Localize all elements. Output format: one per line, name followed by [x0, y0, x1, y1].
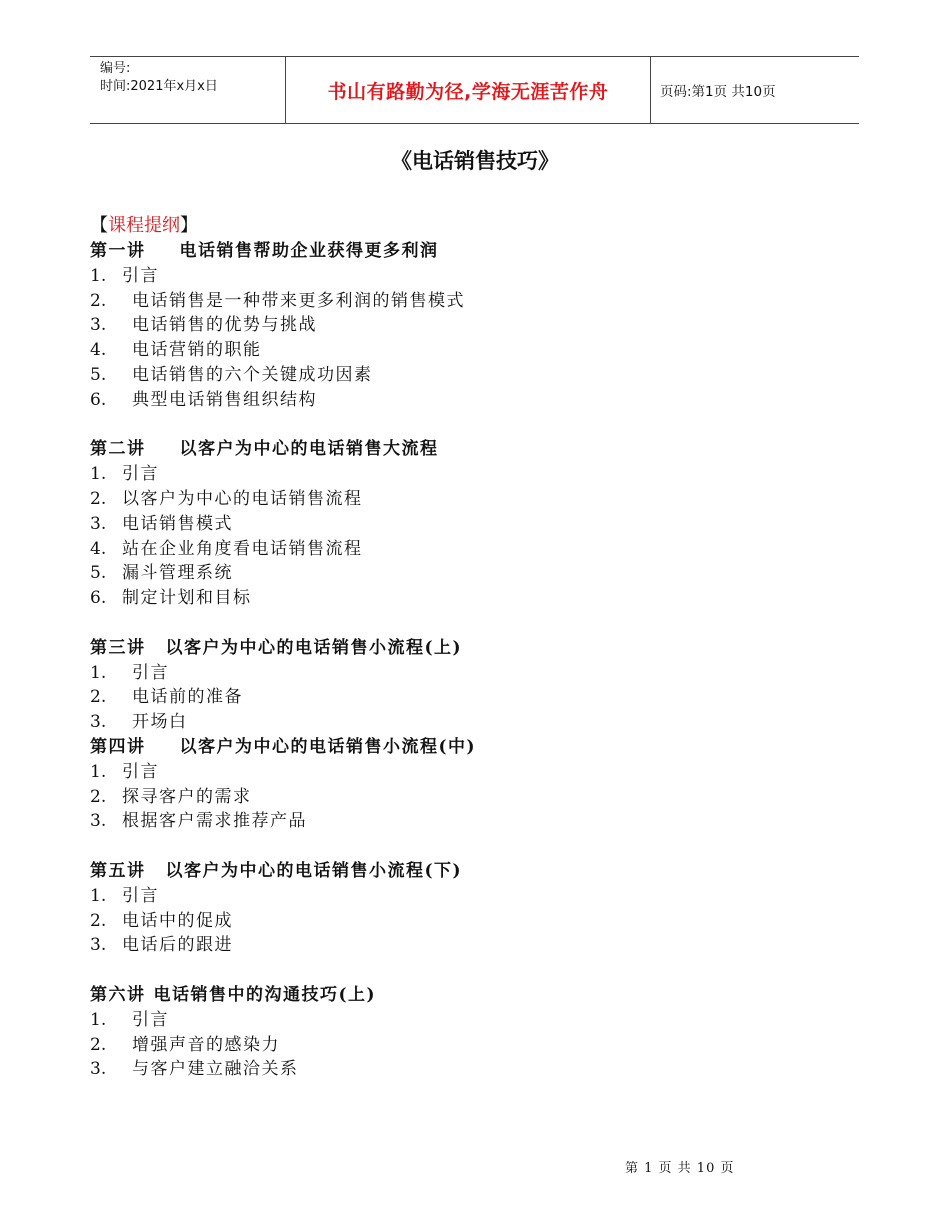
- item-text: 开场白: [132, 712, 188, 733]
- page-info-text: 页码:第1页 共10页: [660, 84, 776, 100]
- number-label: 编号:: [100, 61, 131, 76]
- list-item: [90, 512, 850, 537]
- list-item: [90, 685, 850, 710]
- item-number: 2.: [90, 1034, 107, 1055]
- page-footer: 第 1 页 共 10 页: [625, 1161, 735, 1176]
- item-number: 5.: [90, 364, 107, 385]
- list-item: [90, 1057, 850, 1082]
- list-item: [90, 537, 850, 562]
- item-text: 电话营销的职能: [132, 340, 262, 361]
- lecture-title: 以客户为中心的电话销售小流程(下): [165, 860, 463, 881]
- header-meta: [90, 57, 286, 123]
- list-item: [90, 884, 850, 909]
- item-text: 电话销售的六个关键成功因素: [132, 364, 373, 385]
- item-text: 站在企业角度看电话销售流程: [122, 538, 363, 559]
- lecture-number: 第二讲: [90, 439, 146, 460]
- item-number: 1.: [90, 1009, 107, 1030]
- item-text: 引言: [122, 885, 159, 906]
- item-text: 电话销售是一种带来更多利润的销售模式: [132, 290, 465, 311]
- item-number: 2.: [90, 786, 107, 807]
- outline-heading: [90, 213, 850, 239]
- lecture-title: 以客户为中心的电话销售小流程(中): [179, 736, 477, 757]
- header-page-info: [651, 57, 859, 123]
- item-number: 3.: [90, 712, 107, 733]
- header-motto: [286, 57, 651, 123]
- item-number: 6.: [90, 588, 107, 609]
- item-text: 引言: [132, 1009, 169, 1030]
- lecture-title: 电话销售帮助企业获得更多利润: [179, 241, 439, 261]
- list-item: [90, 661, 850, 686]
- list-item: [90, 388, 850, 413]
- item-number: 1.: [90, 885, 107, 906]
- item-number: 6.: [90, 389, 107, 410]
- item-text: 引言: [122, 464, 159, 485]
- time-label: 时间:2021年x月x日: [100, 79, 218, 94]
- list-item: [90, 809, 850, 834]
- lecture-number: 第六讲: [90, 984, 146, 1005]
- lecture-title: 电话销售中的沟通技巧(上): [153, 984, 377, 1005]
- list-item: [90, 1008, 850, 1033]
- item-text: 引言: [132, 662, 169, 683]
- item-text: 电话销售模式: [122, 513, 233, 534]
- item-number: 2.: [90, 910, 107, 931]
- item-number: 1.: [90, 464, 107, 485]
- list-item: [90, 313, 850, 338]
- list-item: [90, 338, 850, 363]
- item-number: 3.: [90, 513, 107, 534]
- lecture-heading: [90, 636, 850, 661]
- item-number: 1.: [90, 265, 107, 286]
- item-text: 根据客户需求推荐产品: [122, 811, 307, 832]
- item-text: 漏斗管理系统: [122, 563, 233, 584]
- item-number: 3.: [90, 315, 107, 336]
- list-item: [90, 785, 850, 810]
- list-item: [90, 710, 850, 735]
- list-item: [90, 933, 850, 958]
- list-item: [90, 289, 850, 314]
- outline-label: 课程提纲: [108, 215, 180, 236]
- list-item: [90, 909, 850, 934]
- item-text: 增强声音的感染力: [132, 1034, 280, 1055]
- outline-bracket-open: 【: [90, 215, 108, 236]
- outline-bracket-close: 】: [180, 215, 198, 236]
- item-number: 2.: [90, 488, 107, 509]
- lecture-title: 以客户为中心的电话销售小流程(上): [165, 637, 463, 658]
- item-text: 电话后的跟进: [122, 935, 233, 956]
- item-number: 3.: [90, 1059, 107, 1080]
- list-item: [90, 487, 850, 512]
- lecture-heading: [90, 437, 850, 462]
- lecture-number: 第三讲: [90, 637, 146, 658]
- list-item: [90, 586, 850, 611]
- item-number: 1.: [90, 662, 107, 683]
- list-item: [90, 760, 850, 785]
- item-number: 2.: [90, 687, 107, 708]
- item-text: 电话前的准备: [132, 687, 243, 708]
- item-number: 4.: [90, 538, 107, 559]
- lecture-heading: [90, 983, 850, 1008]
- item-text: 电话销售的优势与挑战: [132, 315, 317, 336]
- item-text: 制定计划和目标: [122, 588, 252, 609]
- page-header: [90, 56, 859, 124]
- list-item: [90, 462, 850, 487]
- item-text: 典型电话销售组织结构: [132, 389, 317, 410]
- list-item: [90, 363, 850, 388]
- item-text: 以客户为中心的电话销售流程: [122, 488, 363, 509]
- document-title: 《电话销售技巧》: [391, 149, 559, 173]
- item-number: 5.: [90, 563, 107, 584]
- list-item: [90, 264, 850, 289]
- lecture-heading: [90, 859, 850, 884]
- lecture-number: 第四讲: [90, 736, 146, 757]
- item-number: 4.: [90, 340, 107, 361]
- list-item: [90, 561, 850, 586]
- lecture-number: 第一讲: [90, 241, 146, 261]
- lecture-title: 以客户为中心的电话销售大流程: [179, 439, 439, 460]
- motto-text: 书山有路勤为径,学海无涯苦作舟: [327, 80, 609, 103]
- lecture-heading: [90, 735, 850, 760]
- item-number: 1.: [90, 761, 107, 782]
- document-body: [90, 213, 850, 1082]
- item-text: 探寻客户的需求: [122, 786, 252, 807]
- item-text: 引言: [122, 265, 159, 286]
- item-number: 3.: [90, 811, 107, 832]
- item-number: 3.: [90, 935, 107, 956]
- lecture-heading: [90, 239, 850, 264]
- lecture-number: 第五讲: [90, 860, 146, 881]
- list-item: [90, 1033, 850, 1058]
- item-number: 2.: [90, 290, 107, 311]
- item-text: 引言: [122, 761, 159, 782]
- item-text: 与客户建立融洽关系: [132, 1059, 299, 1080]
- item-text: 电话中的促成: [122, 910, 233, 931]
